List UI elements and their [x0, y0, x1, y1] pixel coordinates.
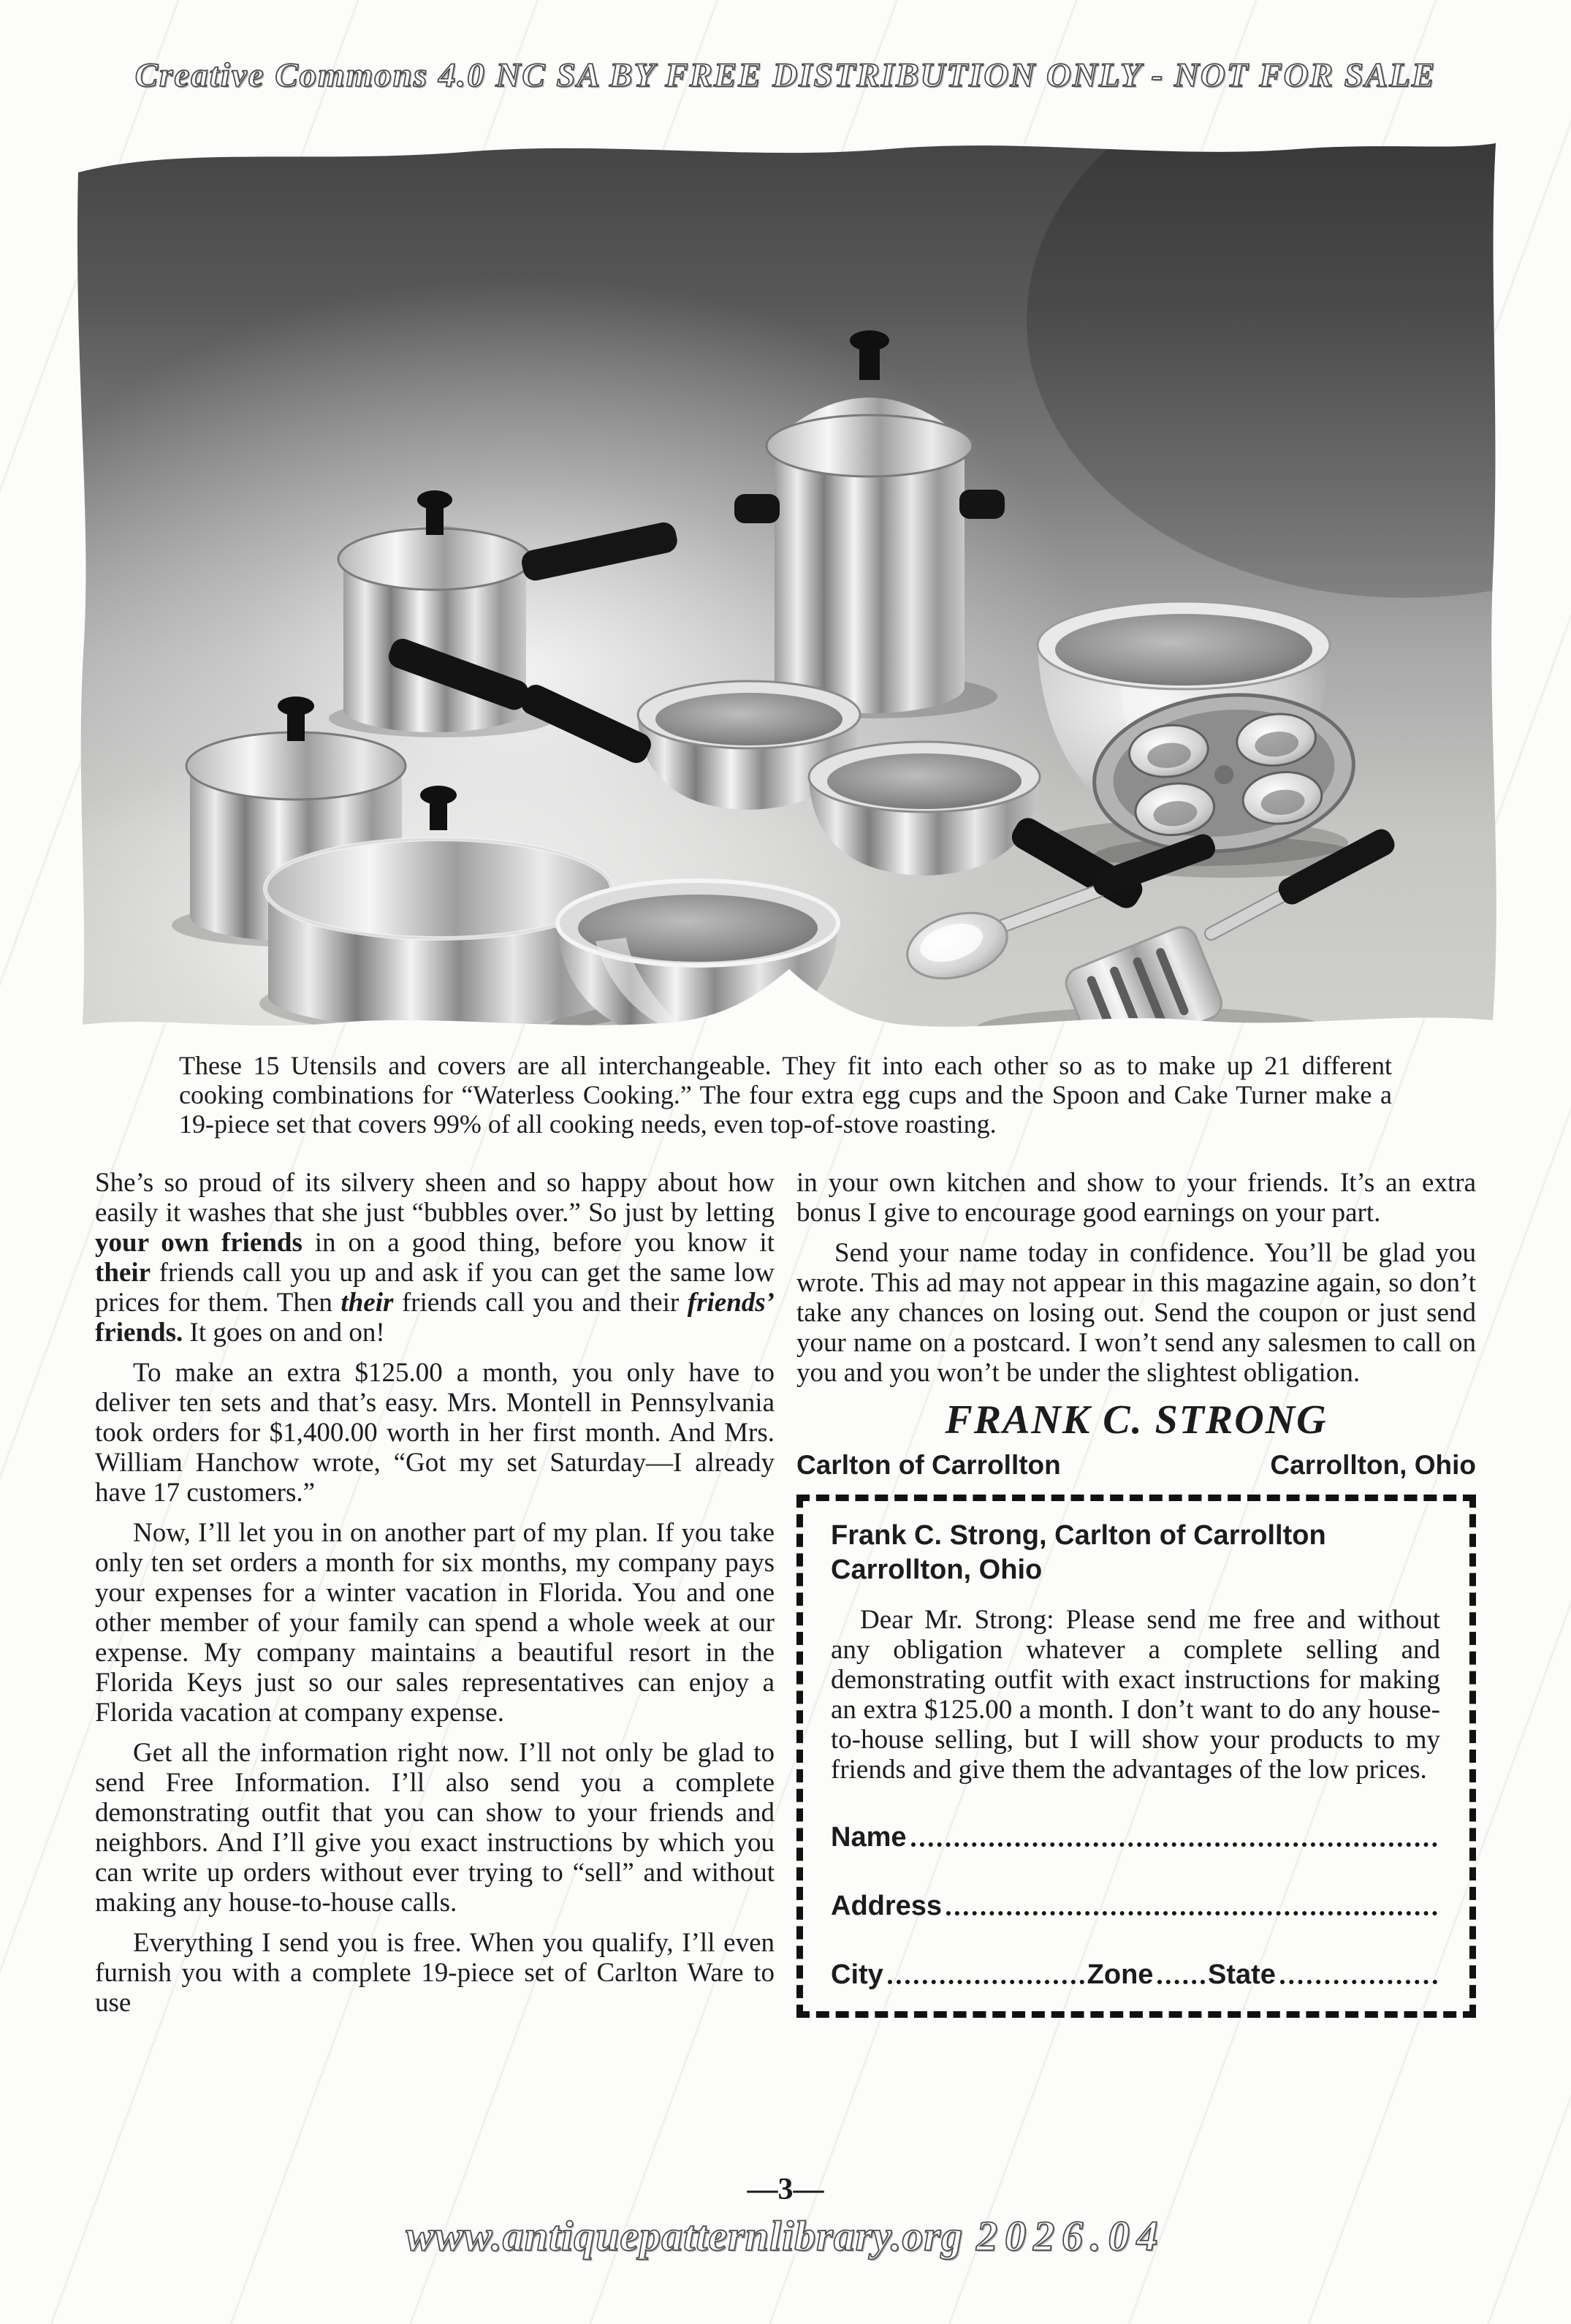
footer-url: www.antiquepatternlibrary.org	[406, 2212, 964, 2260]
company-location: Carrollton, Ohio	[1270, 1450, 1476, 1480]
address-field-row	[831, 1890, 1440, 1922]
coupon-body: Dear Mr. Strong: Please send me free and without any obligation whatever a complete selling and demonstrating outfit with exact instructions for making an extra $125.00 a month. I don’t want to do any house-to-house selling, but I will show your products to my friends and give them the advantages of the low prices.	[831, 1605, 1440, 1785]
coupon-address-line1: Frank C. Strong, Carlton of Carrollton	[831, 1520, 1326, 1551]
zone-write-in-line	[1157, 1980, 1205, 1984]
signature: FRANK C. STRONG	[945, 1397, 1328, 1443]
body-columns	[95, 1168, 1476, 2028]
city-write-in-line	[888, 1980, 1084, 1984]
company-name: Carlton of Carrollton	[796, 1450, 1061, 1480]
left-column	[95, 1168, 775, 2028]
city-label: City	[831, 1959, 883, 1990]
city-zone-state-row	[831, 1959, 1440, 1991]
license-notice: Creative Commons 4.0 NC SA BY FREE DISTRIBUTION ONLY - NOT FOR SALE	[134, 56, 1437, 94]
state-label: State	[1207, 1959, 1276, 1990]
mail-coupon	[796, 1495, 1476, 2018]
photo-caption: These 15 Utensils and covers are all interchangeable. They fit into each other so as to make up 21 different cooking combinations for “Waterless Cooking.” The four extra egg cups and the Spoon and Cake Turner make a 19-piece set that covers 99% of all cooking needs, even top-of-stove roasting.	[179, 1051, 1392, 1139]
footer-watermark	[0, 2211, 1571, 2260]
name-write-in-line	[911, 1842, 1438, 1847]
footer-code: 2026.04	[976, 2212, 1165, 2260]
zone-label: Zone	[1087, 1959, 1154, 1990]
paragraph-own-kitchen: in your own kitchen and show to your friends. It’s an extra bonus I give to encourage good earnings on your part.	[796, 1168, 1476, 1228]
coupon-address-line2: Carrollton, Ohio	[831, 1554, 1043, 1585]
address-label: Address	[831, 1891, 943, 1921]
paragraph-everything-free: Everything I send you is free. When you qualify, I’ll even furnish you with a complete 19-piece set of Carlton Ware to use	[95, 1928, 775, 2018]
page-number: —3—	[747, 2173, 824, 2206]
paragraph-free-information: Get all the information right now. I’ll not only be glad to send Free Information. I’ll also send you a complete demonstrating outfit that you can show to your friends and neighbors. And I’ll give you exact instructions by which you can write up orders without ever trying to “sell” and without making any house-to-house calls.	[95, 1738, 775, 1918]
name-field-row	[831, 1821, 1440, 1853]
paragraph-extra-125: To make an extra $125.00 a month, you only have to deliver ten sets and that’s easy. Mrs. Montell in Pennsylvania took orders for $1,400.00 worth in her first month. And Mrs. William Hanchow wrote, “Got my set Saturday—I already have 17 customers.”	[95, 1358, 775, 1508]
company-line	[796, 1449, 1476, 1481]
paragraph-send-name: Send your name today in confidence. You’ll be glad you wrote. This ad may not appear in this magazine again, so don’t take any chances on losing out. Send the coupon or just send your name on a postcard. I won’t send any salesmen to call on you and you won’t be under the slightest obligation.	[796, 1238, 1476, 1388]
name-label: Name	[831, 1822, 907, 1853]
right-column	[796, 1168, 1476, 2018]
address-write-in-line	[946, 1911, 1437, 1915]
state-write-in-line	[1280, 1980, 1437, 1984]
paragraph-sheen: She’s so proud of its silvery sheen and so happy about how easily it washes that she just “bubbles over.” So just by letting your own friends in on a good thing, before you know it their friends call you up and ask if you can get the same low prices for them. Then their friends call you and their friends’ friends. It goes on and on!	[95, 1168, 775, 1348]
paragraph-florida-plan: Now, I’ll let you in on another part of my plan. If you take only ten set orders a month for six months, my company pays your expenses for a winter vacation in Florida. You and one other member of your family can spend a whole week at our expense. My company maintains a beautiful resort in the Florida Keys just so our sales representatives can enjoy a Florida vacation at company expense.	[95, 1518, 775, 1728]
cookware-photo	[55, 130, 1516, 1045]
